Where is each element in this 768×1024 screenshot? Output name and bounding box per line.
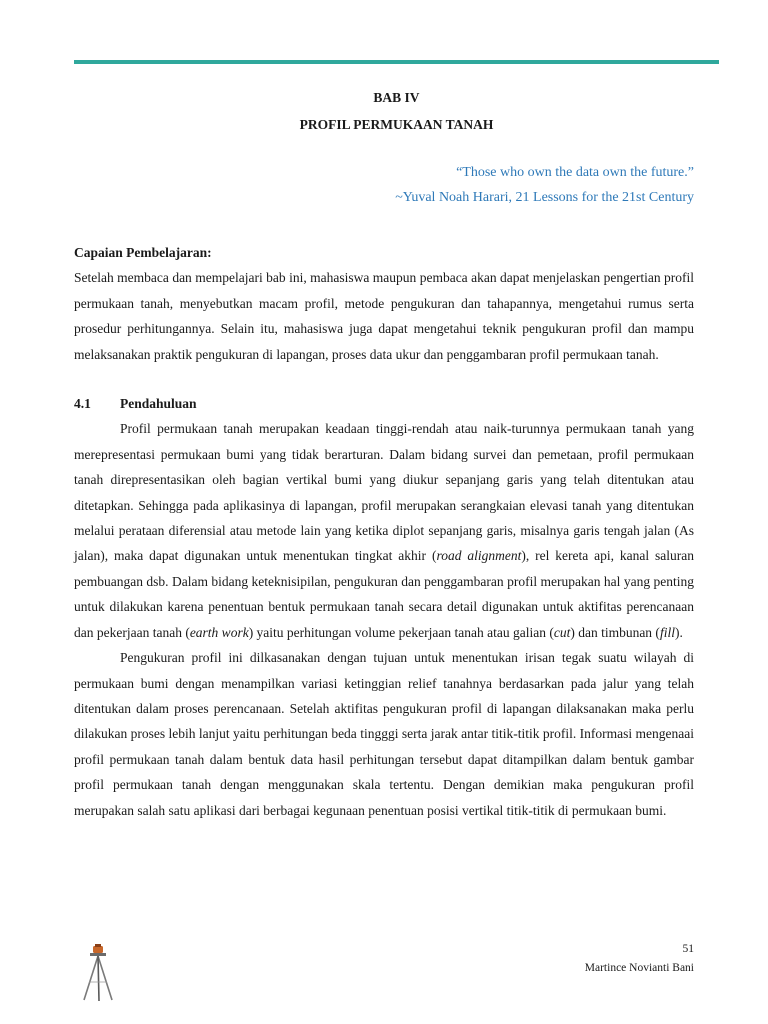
section-heading	[74, 391, 694, 416]
page-number: 51	[682, 943, 694, 955]
p1-part-d: ) dan timbunan (	[570, 624, 660, 640]
epigraph-source: ~Yuval Noah Harari, 21 Lessons for the 21st Century	[395, 190, 694, 205]
p1-part-e: ).	[674, 624, 683, 640]
learning-outcomes-body: Setelah membaca dan mempelajari bab ini, mahasiswa maupun pembaca akan dapat menjelaskan pengertian profil permukaan tanah, menyebutkan macam profil, metode pengukuran dan tahapannya, mengetahui rumus serta prosedur perhitungannya. Selain itu, mahasiswa juga dapat mengetahui teknik pengukuran profil dan mampu melaksanakan praktik pengukuran di lapangan, proses data ukur dan penggambaran profil permukaan tanah.	[74, 270, 694, 362]
paragraph-2: Pengukuran profil ini dilkasanakan dengan tujuan untuk menentukan irisan tegak suatu wilayah di permukaan bumi dengan menampilkan variasi ketinggian relief tanahnya berdasarkan pada jalur yang telah ditentukan dalam proses perencanaan. Setelah aktifitas pengukuran profil di lapangan dilaksanakan maka perlu dilakukan proses lebih lanjut yaitu perhitungan beda tingggi serta jarak antar titik-titik profil. Informasi mengenaai profil permukaan tanah dalam bentuk data hasil perhitungan tersebut dapat ditampilkan dalam bentuk gambar profil permukaan tanah dengan menggunakan skala tertentu. Dengan demikian maka pengukuran profil merupakan salah satu aplikasi dari berbagai kegunaan penentuan posisi vertikal titik-titik di permukaan bumi.	[74, 650, 694, 818]
header-rule	[74, 60, 719, 64]
p1-part-b: ), rel kereta api, kanal saluran pembuangan dsb. Dalam bidang keteknisipilan, pengukuran dan penggambaran profil merupakan hal yang penting untuk dilakukan karena penentuan bentuk permukaan tanah secara detail digunakan untuk aktifitas perencanaan dan pekerjaan tanah (	[74, 548, 694, 640]
chapter-number: BAB IV	[373, 90, 420, 105]
epigraph-quote: “Those who own the data own the future.”	[456, 165, 694, 180]
section-number: 4.1	[74, 396, 91, 412]
term-fill: fill	[659, 624, 675, 640]
author-name: Martince Novianti Bani	[584, 962, 694, 974]
learning-outcomes-heading: Capaian Pembelajaran:	[74, 245, 212, 260]
page-content	[74, 240, 694, 823]
p1-part-c: ) yaitu perhitungan volume pekerjaan tanah atau galian (	[248, 624, 554, 640]
paragraph-1	[74, 416, 694, 645]
section-title: Pendahuluan	[120, 396, 197, 412]
term-earth-work: earth work	[189, 624, 249, 640]
p1-part-a: Profil permukaan tanah merupakan keadaan tinggi-rendah atau naik-turunnya permukaan tanah yang merepresentasi permukaan bumi yang tidak berarturan. Dalam bidang survei dan pemetaan, profil permukaan tanah direpresentasikan oleh bagian vertikal bumi yang diukur sepanjang garis yang telah ditentukan atau ditetapkan. Sehingga pada aplikasinya di lapangan, profil merupakan serangkaian elevasi tanah yang ditentukan melalui perataan diferensial atau metode lain yang ketika diplot sepanjang garis, misalnya garis tengah jalan (As jalan), maka dapat digunakan untuk menentukan tingkat akhir (	[74, 421, 694, 564]
surveying-tripod-icon	[80, 944, 116, 1002]
chapter-title: PROFIL PERMUKAAN TANAH	[299, 117, 494, 132]
term-road-alignment: road alignment	[436, 548, 522, 564]
term-cut: cut	[553, 624, 571, 640]
